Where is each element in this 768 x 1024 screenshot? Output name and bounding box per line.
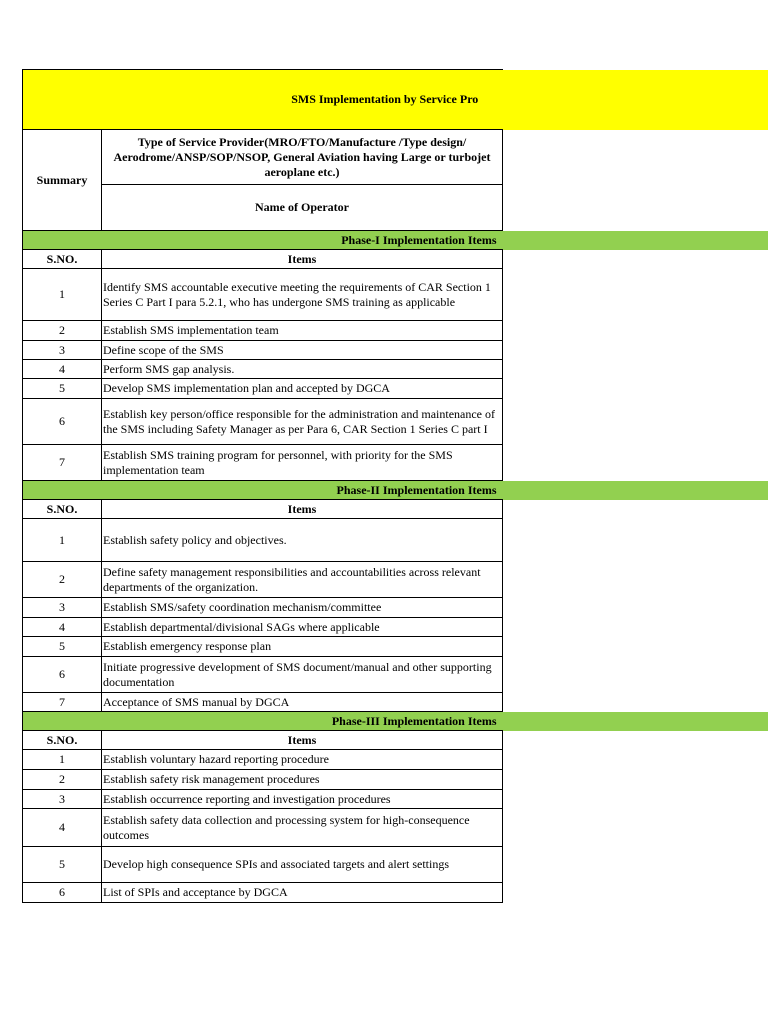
sno-header[interactable]: S.NO. [23,731,102,750]
summary-label[interactable]: Summary [23,130,102,231]
item-sno[interactable]: 5 [23,379,102,399]
item-sno[interactable]: 4 [23,360,102,379]
table-row [23,360,768,379]
header-row-operator [23,185,768,231]
table-row [23,693,768,712]
item-text[interactable]: Establish voluntary hazard reporting procedure [102,750,503,770]
item-sno[interactable]: 6 [23,657,102,693]
item-sno[interactable]: 5 [23,847,102,883]
table-row [23,379,768,399]
item-sno[interactable]: 6 [23,399,102,445]
table-row [23,519,768,562]
item-text[interactable]: Perform SMS gap analysis. [102,360,503,379]
item-text[interactable]: Define scope of the SMS [102,341,503,360]
table-row [23,341,768,360]
item-text[interactable]: Develop SMS implementation plan and accepted by DGCA [102,379,503,399]
items-header[interactable]: Items [102,500,503,519]
item-sno[interactable]: 2 [23,562,102,598]
sheet-title[interactable]: SMS Implementation by Service Pro [23,70,503,130]
item-sno[interactable]: 7 [23,445,102,481]
item-text[interactable]: Establish departmental/divisional SAGs where applicable [102,618,503,637]
item-sno[interactable]: 6 [23,883,102,903]
item-sno[interactable]: 3 [23,790,102,809]
item-sno[interactable]: 2 [23,770,102,790]
items-header[interactable]: Items [102,731,503,750]
table-row [23,790,768,809]
phase-header-row [23,481,768,500]
table-row [23,809,768,847]
provider-type-label[interactable]: Type of Service Provider(MRO/FTO/Manufacture /Type design/ Aerodrome/ANSP/SOP/NSOP, General Aviation having Large or turbojet aeroplane etc.) [102,130,503,185]
item-text[interactable]: Establish SMS training program for personnel, with priority for the SMS implementation team [102,445,503,481]
item-text[interactable]: Establish emergency response plan [102,637,503,657]
column-header-row [23,500,768,519]
phase-sections [23,231,768,903]
title-row [23,70,768,130]
phase-header-row [23,231,768,250]
table-row [23,562,768,598]
item-text[interactable]: Identify SMS accountable executive meeting the requirements of CAR Section 1 Series C Part I para 5.2.1, who has undergone SMS training as applicable [102,269,503,321]
table-row [23,598,768,618]
column-header-row [23,250,768,269]
item-sno[interactable]: 5 [23,637,102,657]
item-text[interactable]: Develop high consequence SPIs and associated targets and alert settings [102,847,503,883]
item-text[interactable]: Define safety management responsibilities and accountabilities across relevant departments of the organization. [102,562,503,598]
item-text[interactable]: Acceptance of SMS manual by DGCA [102,693,503,712]
table-row [23,321,768,341]
item-text[interactable]: Establish SMS/safety coordination mechanism/committee [102,598,503,618]
items-header[interactable]: Items [102,250,503,269]
header-row-provider [23,130,768,185]
table-row [23,445,768,481]
item-text[interactable]: Establish safety risk management procedures [102,770,503,790]
phase-title[interactable]: Phase-II Implementation Items [23,481,503,500]
sno-header[interactable]: S.NO. [23,250,102,269]
phase-header-row [23,712,768,731]
item-sno[interactable]: 7 [23,693,102,712]
operator-name-label[interactable]: Name of Operator [102,185,503,231]
item-text[interactable]: Establish safety policy and objectives. [102,519,503,562]
sno-header[interactable]: S.NO. [23,500,102,519]
item-text[interactable]: Establish occurrence reporting and investigation procedures [102,790,503,809]
item-text[interactable]: Initiate progressive development of SMS document/manual and other supporting documentation [102,657,503,693]
item-text[interactable]: List of SPIs and acceptance by DGCA [102,883,503,903]
item-sno[interactable]: 1 [23,269,102,321]
table-row [23,883,768,903]
item-sno[interactable]: 1 [23,519,102,562]
column-header-row [23,731,768,750]
table-row [23,269,768,321]
item-text[interactable]: Establish SMS implementation team [102,321,503,341]
table-row [23,618,768,637]
item-sno[interactable]: 3 [23,598,102,618]
phase-title[interactable]: Phase-I Implementation Items [23,231,503,250]
item-sno[interactable]: 4 [23,809,102,847]
table-row [23,750,768,770]
item-text[interactable]: Establish key person/office responsible for the administration and maintenance of the SMS including Safety Manager as per Para 6, CAR Section 1 Series C part I [102,399,503,445]
sms-implementation-sheet [22,69,768,903]
table-row [23,770,768,790]
item-text[interactable]: Establish safety data collection and processing system for high-consequence outcomes [102,809,503,847]
table-row [23,399,768,445]
item-sno[interactable]: 3 [23,341,102,360]
item-sno[interactable]: 2 [23,321,102,341]
table-row [23,637,768,657]
item-sno[interactable]: 4 [23,618,102,637]
table-row [23,657,768,693]
item-sno[interactable]: 1 [23,750,102,770]
phase-title[interactable]: Phase-III Implementation Items [23,712,503,731]
table-row [23,847,768,883]
